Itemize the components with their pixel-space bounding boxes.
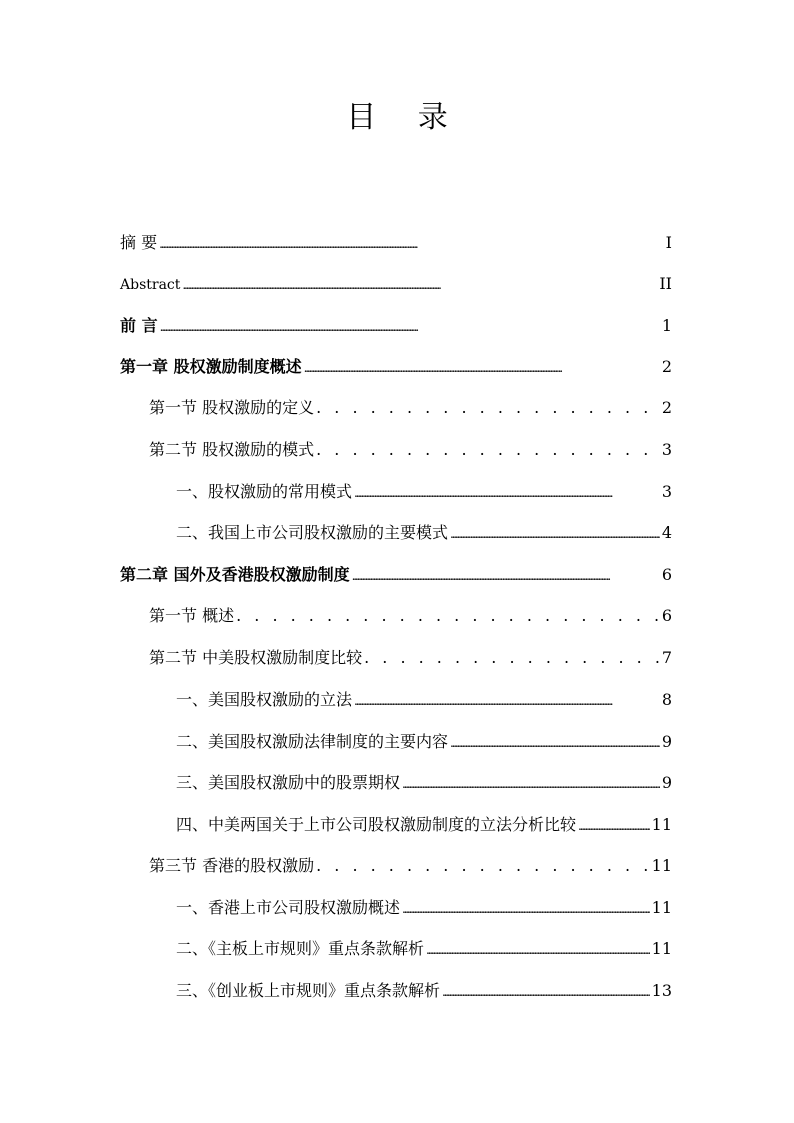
dot-leader — [450, 731, 660, 754]
toc-entry-label: 第二节 股权激励的模式 — [149, 440, 315, 459]
toc-entry-label: 摘 要 — [120, 233, 158, 252]
dot-leader — [352, 564, 660, 587]
toc-entry-label: 四、中美两国关于上市公司股权激励制度的立法分析比较 — [176, 815, 577, 834]
toc-page-number: 7 — [661, 648, 672, 667]
toc-page-number: 2 — [661, 357, 672, 376]
toc-page-number: 11 — [651, 939, 672, 958]
toc-entry-label: 第一节 股权激励的定义 — [149, 398, 315, 417]
toc-entry-label: 第二节 中美股权激励制度比较 — [149, 648, 363, 667]
toc-entry-chapter-2[interactable] — [120, 564, 672, 587]
dot-leader — [364, 647, 660, 669]
dot-leader — [236, 605, 660, 627]
toc-entry-label: 第一节 概述 — [149, 606, 235, 625]
toc-entry-ch2-sec3-item2[interactable] — [176, 938, 672, 961]
dot-leader — [354, 481, 660, 504]
toc-entry-label: 第一章 股权激励制度概述 — [120, 357, 302, 376]
toc-entry-label: 一、股权激励的常用模式 — [176, 482, 353, 501]
toc-page-number: 9 — [661, 773, 672, 792]
dot-leader — [450, 522, 660, 545]
toc-entry-label: 三、《创业板上市规则》重点条款解析 — [176, 981, 441, 1000]
dot-leader — [426, 938, 650, 961]
toc-entry-abstract-en[interactable] — [120, 273, 672, 296]
dot-leader — [160, 315, 660, 338]
toc-entry-label: 第三节 香港的股权激励 — [149, 856, 315, 875]
toc-entry-ch1-sec2-item1[interactable] — [176, 481, 672, 504]
toc-page-number: 6 — [661, 606, 672, 625]
page-title: 目 录 — [346, 100, 464, 135]
toc-entry-ch2-sec2-item1[interactable] — [176, 689, 672, 712]
toc-entry-ch2-sec2-item3[interactable] — [176, 772, 672, 795]
dot-leader — [402, 772, 660, 795]
toc-entry-ch2-sec2[interactable] — [149, 647, 672, 669]
toc-entry-label: 一、香港上市公司股权激励概述 — [176, 898, 401, 917]
toc-page-number: 9 — [661, 732, 672, 751]
toc-entry-label: Abstract — [120, 277, 181, 293]
dot-leader — [354, 689, 660, 712]
toc-entry-chapter-1[interactable] — [120, 356, 672, 379]
toc-page-number: 4 — [661, 523, 672, 542]
toc-entry-label: 三、美国股权激励中的股票期权 — [176, 773, 401, 792]
dot-leader — [304, 356, 660, 379]
dot-leader — [316, 439, 660, 461]
toc-entry-abstract-cn[interactable] — [120, 232, 672, 255]
dot-leader — [159, 232, 664, 255]
dot-leader — [442, 980, 650, 1003]
toc-page-number: 11 — [651, 898, 672, 917]
dot-leader — [316, 397, 660, 419]
toc-entry-label: 二、我国上市公司股权激励的主要模式 — [176, 523, 449, 542]
toc-page-number: II — [659, 274, 672, 293]
toc-entry-ch1-sec1[interactable] — [149, 397, 672, 419]
toc-entry-ch2-sec3[interactable] — [149, 855, 672, 877]
toc-page-number: 2 — [661, 398, 672, 417]
toc-entry-ch2-sec3-item3[interactable] — [176, 980, 672, 1003]
toc-entry-label: 二、美国股权激励法律制度的主要内容 — [176, 732, 449, 751]
toc-page-number: 6 — [661, 565, 672, 584]
toc-page-number: I — [665, 233, 672, 252]
toc-entry-ch2-sec2-item4[interactable] — [176, 814, 672, 837]
dot-leader — [578, 814, 650, 837]
toc-page-number: 8 — [661, 690, 672, 709]
toc-page-number: 13 — [651, 981, 672, 1000]
toc-entry-label: 前 言 — [120, 316, 158, 335]
toc-page-number: 3 — [661, 482, 672, 501]
toc-entry-preface[interactable] — [120, 315, 672, 338]
toc-entry-label: 二、《主板上市规则》重点条款解析 — [176, 939, 425, 958]
toc-entry-ch2-sec2-item2[interactable] — [176, 731, 672, 754]
toc-entry-ch1-sec2[interactable] — [149, 439, 672, 461]
toc-entry-label: 一、美国股权激励的立法 — [176, 690, 353, 709]
toc-entry-ch2-sec3-item1[interactable] — [176, 897, 672, 920]
dot-leader — [402, 897, 650, 920]
toc-page-number: 3 — [661, 440, 672, 459]
toc-entry-ch2-sec1[interactable] — [149, 605, 672, 627]
toc-entry-ch1-sec2-item2[interactable] — [176, 522, 672, 545]
dot-leader — [316, 855, 650, 877]
toc-entry-label: 第二章 国外及香港股权激励制度 — [120, 565, 350, 584]
toc-page-number: 1 — [661, 316, 672, 335]
toc-page-number: 11 — [651, 856, 672, 875]
toc-page-number: 11 — [651, 815, 672, 834]
dot-leader — [182, 273, 657, 296]
